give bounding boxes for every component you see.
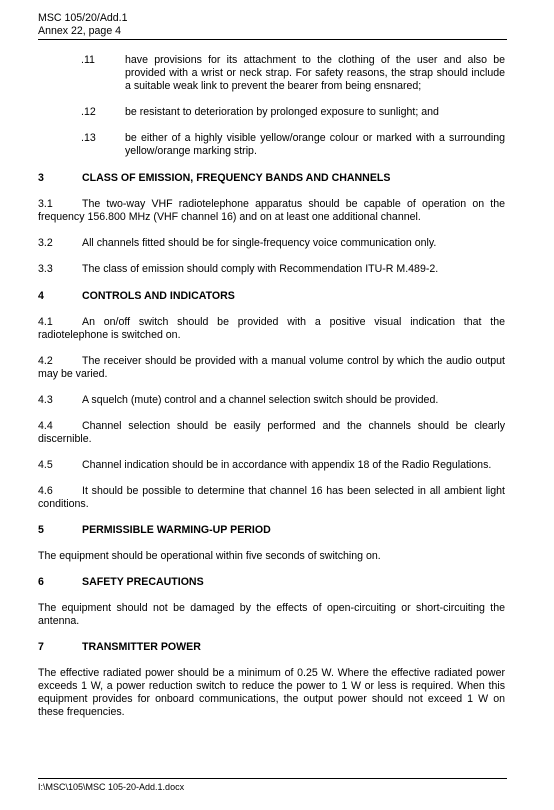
paragraph-number: 3.3: [38, 263, 53, 275]
paragraph: [38, 420, 505, 446]
paragraph-text: All channels fitted should be for single-frequency voice communication only.: [82, 237, 437, 249]
paragraph: [38, 316, 505, 342]
page-footer: [38, 778, 507, 792]
section-heading: [38, 524, 505, 537]
section-heading: [38, 172, 505, 185]
paragraph: [38, 237, 505, 250]
paragraph-text: It should be possible to determine that channel 16 has been selected in all ambient light conditions.: [38, 485, 505, 510]
paragraph-number: 3.1: [38, 198, 53, 210]
paragraph-number: 4.1: [38, 316, 53, 328]
paragraph-number: 4.6: [38, 485, 53, 497]
item-number: .11: [81, 54, 95, 66]
section-title: TRANSMITTER POWER: [82, 641, 201, 653]
paragraph-number: 4.3: [38, 394, 53, 406]
paragraph: [38, 485, 505, 511]
section-heading: [38, 576, 505, 589]
section-number: 4: [38, 290, 44, 302]
section-title: CONTROLS AND INDICATORS: [82, 290, 235, 302]
document-body: [38, 52, 505, 719]
section-title: SAFETY PRECAUTIONS: [82, 576, 204, 588]
section-title: CLASS OF EMISSION, FREQUENCY BANDS AND CHANNELS: [82, 172, 391, 184]
paragraph-text: Channel indication should be in accordance with appendix 18 of the Radio Regulations.: [82, 459, 492, 471]
item-text: be resistant to deterioration by prolonged exposure to sunlight; and: [125, 106, 439, 118]
section-heading: [38, 290, 505, 303]
paragraph: [38, 394, 505, 407]
header-rule: [38, 39, 507, 40]
paragraph: [38, 263, 505, 276]
paragraph-text: The equipment should not be damaged by the effects of open-circuiting or short-circuiting the antenna.: [38, 602, 505, 627]
paragraph-text: A squelch (mute) control and a channel selection switch should be provided.: [82, 394, 439, 406]
paragraph: [38, 198, 505, 224]
section-number: 7: [38, 641, 44, 653]
paragraph-text: The class of emission should comply with Recommendation ITU-R M.489-2.: [82, 263, 439, 275]
paragraph-text: The two-way VHF radiotelephone apparatus should be capable of operation on the frequency 156.800 MHz (VHF channel 16) and on at least one additional channel.: [38, 198, 505, 223]
document-symbol: MSC 105/20/Add.1: [38, 12, 128, 24]
paragraph: [38, 355, 505, 381]
paragraph-text: An on/off switch should be provided with a positive visual indication that the radiotelephone is switched on.: [38, 316, 505, 341]
paragraph-number: 4.4: [38, 420, 53, 432]
paragraph-number: 4.2: [38, 355, 53, 367]
item-text: have provisions for its attachment to the clothing of the user and also be provided with a wrist or neck strap. For safety reasons, the strap should include a suitable weak link to prevent the bearer from being ensnared;: [125, 54, 505, 92]
paragraph-text: Channel selection should be easily performed and the channels should be clearly discernible.: [38, 420, 505, 445]
section-title: PERMISSIBLE WARMING-UP PERIOD: [82, 524, 271, 536]
list-item: [38, 54, 505, 93]
section-heading: [38, 641, 505, 654]
paragraph-text: The equipment should be operational within five seconds of switching on.: [38, 550, 381, 562]
paragraph-text: The effective radiated power should be a minimum of 0.25 W. Where the effective radiated power exceeds 1 W, a power reduction switch to reduce the power to 1 W or less is required. When this equipment provides for onboard communications, the output power should not exceed 1 W on these frequencies.: [38, 667, 505, 718]
paragraph-number: 4.5: [38, 459, 53, 471]
paragraph: [38, 459, 505, 472]
section-number: 6: [38, 576, 44, 588]
paragraph: [38, 667, 505, 719]
list-item: [38, 132, 505, 158]
item-text: be either of a highly visible yellow/orange colour or marked with a surrounding yellow/orange marking strip.: [125, 132, 505, 157]
footer-rule: [38, 778, 507, 779]
paragraph-number: 3.2: [38, 237, 53, 249]
file-path: I:\MSC\105\MSC 105-20-Add.1.docx: [38, 782, 185, 792]
item-number: .12: [81, 106, 96, 118]
paragraph: [38, 550, 505, 563]
paragraph-text: The receiver should be provided with a manual volume control by which the audio output may be varied.: [38, 355, 505, 380]
list-item: [38, 106, 505, 119]
paragraph: [38, 602, 505, 628]
page-header: [38, 12, 507, 40]
section-number: 3: [38, 172, 44, 184]
annex-page-label: Annex 22, page 4: [38, 25, 122, 37]
section-number: 5: [38, 524, 44, 536]
item-number: .13: [81, 132, 96, 144]
